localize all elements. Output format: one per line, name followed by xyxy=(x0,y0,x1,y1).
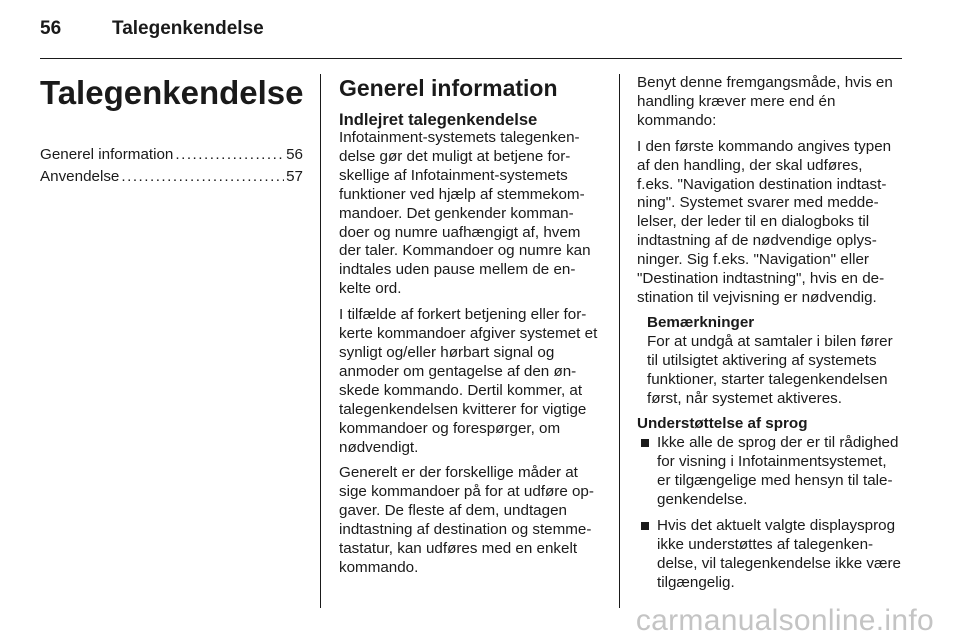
page-number: 56 xyxy=(40,18,62,39)
toc-entry-page: 56 xyxy=(286,146,303,163)
language-support-list xyxy=(637,434,902,592)
page-header xyxy=(40,18,264,40)
section-title: Generel information xyxy=(339,75,558,101)
note-box xyxy=(647,314,902,409)
general-information-column xyxy=(339,74,603,585)
toc-entry-label: Generel information xyxy=(40,146,174,163)
note-text: For at undgå at samtaler i bilen fører til utilsigtet aktivering af systemets funktioner, starter talegenkendelsen først, når systemet aktiveres. xyxy=(647,332,893,407)
body-paragraph: Infotainment-systemets talegenken- delse gør det muligt at betjene for- skellige af Infotainment-systemets funktioner ved hjælp af stemmekom- mandoer. Det genkender komman- doer og numre uafhængigt af, hvem der taler. Kommandoer og numre kan indtales uden pause mellem de en- kelte ord. xyxy=(339,129,591,298)
body-paragraph: Generelt er der forskellige måder at sige kommandoer på for at udføre op- gaver. De fleste af dem, undtagen indtastning af destination og stemme- tastatur, kan udføres med en enkelt kommando. xyxy=(339,464,594,576)
list-item xyxy=(637,434,902,510)
body-paragraph: I den første kommando angives typen af den handling, der skal udføres, f.eks. "Navigation destination indtast- ning". Systemet svarer med medde- lelser, der leder til en dialogboks til indtastning af de nødvendige oplys- ninger. Sig f.eks. "Navigation" eller "Destination indtastning", hvis en de- stination til vejvisning er nødvendig. xyxy=(637,137,892,306)
header-title: Talegenkendelse xyxy=(112,18,264,39)
column-divider-right xyxy=(619,74,620,608)
chapter-title: Talegenkendelse xyxy=(40,74,304,111)
list-item xyxy=(637,517,902,593)
toc-entry-page: 57 xyxy=(286,168,303,185)
procedure-column xyxy=(637,74,902,600)
toc-entry[interactable] xyxy=(40,168,303,190)
bullet-square-icon xyxy=(641,439,649,447)
note-title: Bemærkninger xyxy=(647,313,755,331)
list-item-text: Hvis det aktuelt valgte displaysprog ikke understøttes af talegenken- delse, vil talegenkendelse ikke være tilgængelig. xyxy=(657,516,901,591)
body-paragraph: I tilfælde af forkert betjening eller for- kerte kommandoer afgiver systemet et synligt og/eller hørbart signal og anmoder om gentagelse af den øn- skede kommando. Dertil kommer, at talegenkendelsen kvitterer for vigtige kommandoer og forespørger, om nødvendigt. xyxy=(339,306,598,456)
toc-entry-label: Anvendelse xyxy=(40,168,120,185)
list-item-text: Ikke alle de sprog der er til rådighed for visning i Infotainmentsystemet, er tilgængelige med hensyn til tale- genkendelse. xyxy=(657,434,899,509)
toc-leader-dots xyxy=(175,146,284,165)
language-support-heading: Understøttelse af sprog xyxy=(637,415,808,433)
chapter-column xyxy=(40,74,303,190)
watermark: carmanualsonline.info xyxy=(635,604,934,637)
subsection-title: Indlejret talegenkendelse xyxy=(339,110,538,129)
bullet-square-icon xyxy=(641,522,649,530)
header-rule xyxy=(40,58,902,59)
body-paragraph: Benyt denne fremgangsmåde, hvis en handling kræver mere end én kommando: xyxy=(637,74,893,129)
toc-entry[interactable] xyxy=(40,146,303,168)
toc-leader-dots xyxy=(121,168,284,187)
column-divider-left xyxy=(320,74,321,608)
